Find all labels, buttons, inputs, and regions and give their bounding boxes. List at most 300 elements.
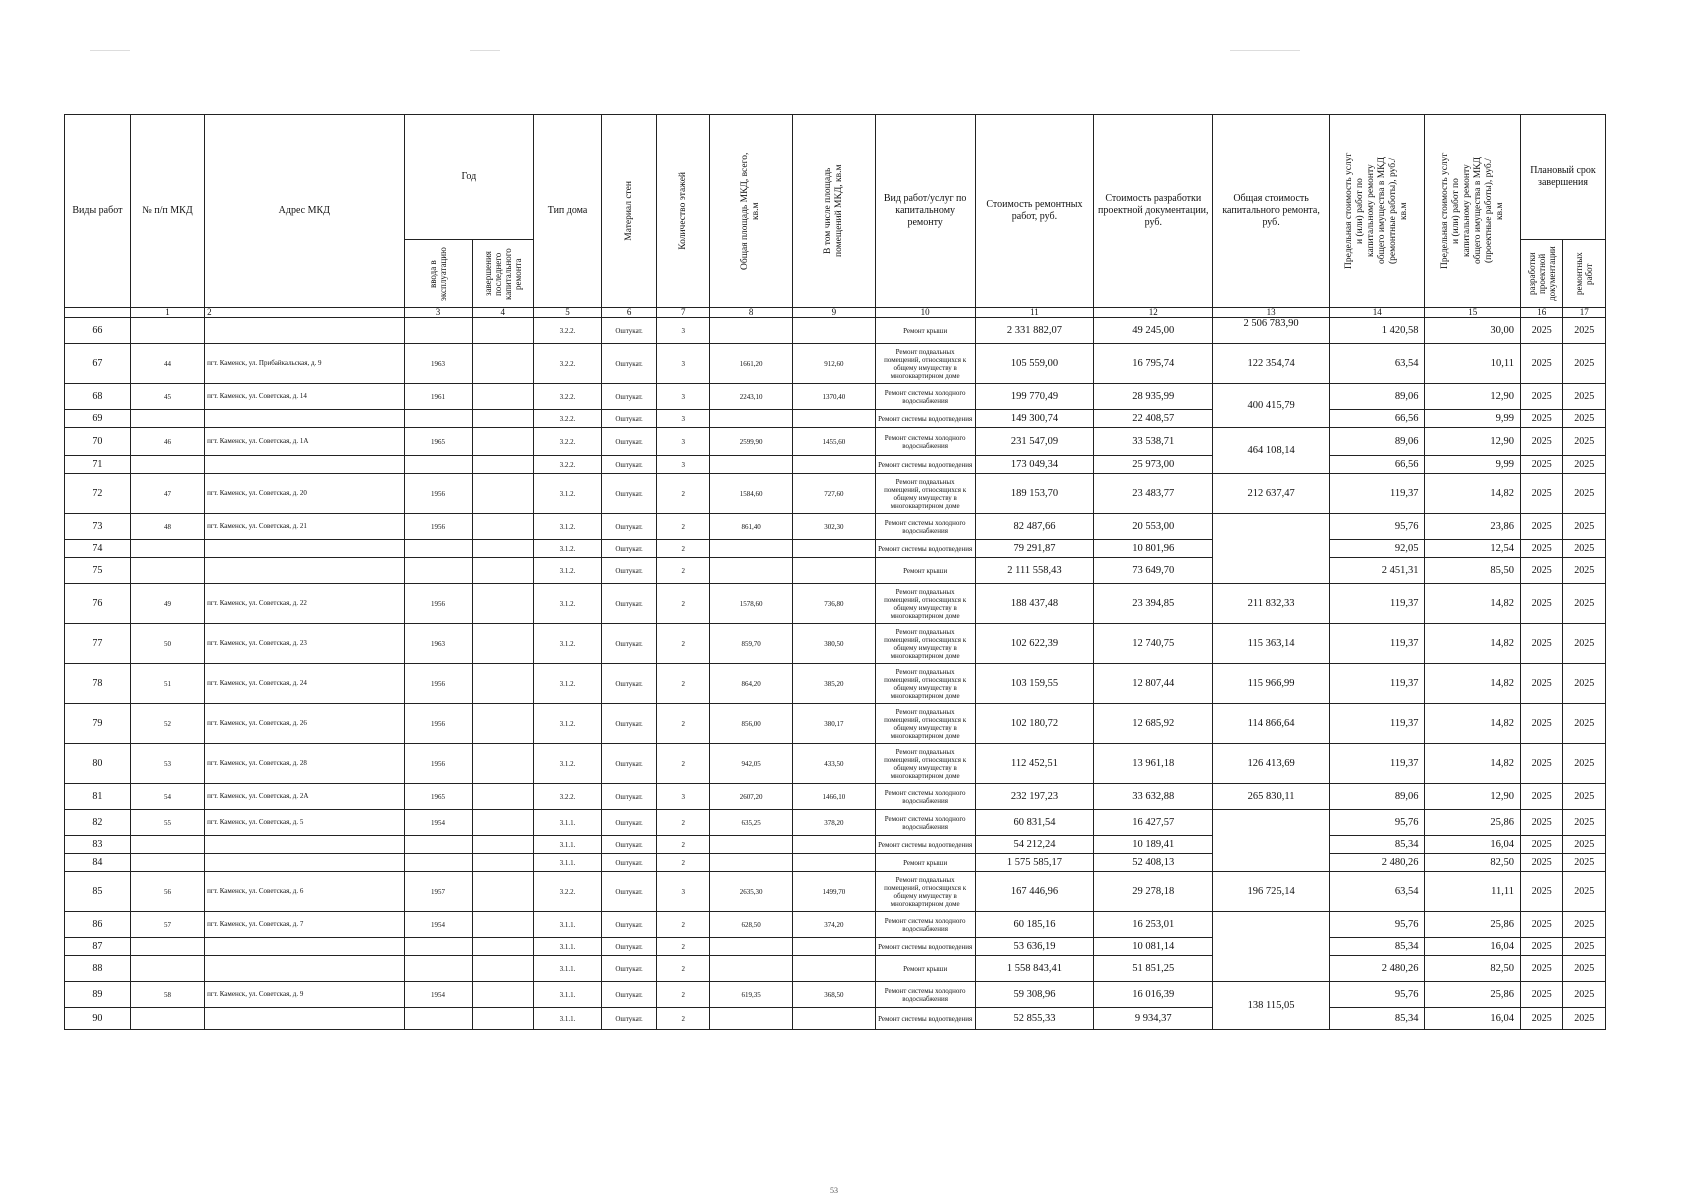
table-row [65, 744, 1606, 784]
total-area: 856,00 [710, 704, 793, 744]
repair-cost: 1 558 843,41 [975, 956, 1094, 982]
work-type: Ремонт крыши [875, 558, 975, 584]
deadline-repair: 2025 [1563, 854, 1606, 872]
premises-area [793, 854, 876, 872]
address: пгт. Каменск, ул. Советская, д. 5 [205, 810, 405, 836]
premises-area: 368,50 [793, 982, 876, 1008]
table-row [65, 912, 1606, 938]
wall-material: Оштукат. [602, 872, 657, 912]
row-index: 69 [65, 410, 131, 428]
year-last-repair [472, 384, 534, 410]
row-index: 81 [65, 784, 131, 810]
year-last-repair [472, 704, 534, 744]
premises-area: 1466,10 [793, 784, 876, 810]
deadline-repair: 2025 [1563, 872, 1606, 912]
colnum: 5 [534, 308, 602, 318]
address [205, 410, 405, 428]
house-type: 3.2.2. [534, 872, 602, 912]
header-vid-rabot: Виды работ [65, 115, 131, 308]
row-index: 88 [65, 956, 131, 982]
work-type: Ремонт крыши [875, 956, 975, 982]
year-built [404, 854, 472, 872]
mkd-number [130, 318, 204, 344]
deadline-design: 2025 [1520, 558, 1562, 584]
repair-cost: 231 547,09 [975, 428, 1094, 456]
premises-area: 380,50 [793, 624, 876, 664]
premises-area: 380,17 [793, 704, 876, 744]
deadline-design: 2025 [1520, 584, 1562, 624]
row-index: 82 [65, 810, 131, 836]
deadline-repair: 2025 [1563, 428, 1606, 456]
repair-cost: 199 770,49 [975, 384, 1094, 410]
header-adres: Адрес МКД [205, 115, 405, 308]
deadline-repair: 2025 [1563, 836, 1606, 854]
design-cost: 28 935,99 [1094, 384, 1213, 410]
address: пгт. Каменск, ул. Советская, д. 26 [205, 704, 405, 744]
design-cost: 13 961,18 [1094, 744, 1213, 784]
total-area: 2635,30 [710, 872, 793, 912]
limit-repair: 119,37 [1329, 744, 1425, 784]
work-type: Ремонт системы холодного водоснабжения [875, 428, 975, 456]
repair-cost: 188 437,48 [975, 584, 1094, 624]
limit-design: 14,82 [1425, 584, 1521, 624]
year-built: 1963 [404, 624, 472, 664]
total-area: 2607,20 [710, 784, 793, 810]
total-cost: 114 866,64 [1213, 704, 1330, 744]
wall-material: Оштукат. [602, 456, 657, 474]
year-built: 1963 [404, 344, 472, 384]
house-type: 3.2.2. [534, 456, 602, 474]
total-cost: 126 413,69 [1213, 744, 1330, 784]
premises-area [793, 1008, 876, 1030]
year-built: 1956 [404, 514, 472, 540]
total-area [710, 318, 793, 344]
floors: 2 [657, 584, 710, 624]
year-built: 1965 [404, 428, 472, 456]
total-area [710, 956, 793, 982]
wall-material: Оштукат. [602, 664, 657, 704]
total-area [710, 456, 793, 474]
total-area: 861,40 [710, 514, 793, 540]
wall-material: Оштукат. [602, 1008, 657, 1030]
total-area: 864,20 [710, 664, 793, 704]
year-built [404, 836, 472, 854]
wall-material: Оштукат. [602, 982, 657, 1008]
limit-design: 25,86 [1425, 982, 1521, 1008]
deadline-design: 2025 [1520, 318, 1562, 344]
total-area: 1584,60 [710, 474, 793, 514]
deadline-design: 2025 [1520, 344, 1562, 384]
design-cost: 10 189,41 [1094, 836, 1213, 854]
limit-repair: 2 451,31 [1329, 558, 1425, 584]
year-built [404, 410, 472, 428]
colnum: 16 [1520, 308, 1562, 318]
row-index: 71 [65, 456, 131, 474]
repair-cost: 1 575 585,17 [975, 854, 1094, 872]
wall-material: Оштукат. [602, 540, 657, 558]
limit-design: 82,50 [1425, 854, 1521, 872]
total-area: 619,35 [710, 982, 793, 1008]
house-type: 3.1.1. [534, 836, 602, 854]
mkd-number [130, 540, 204, 558]
works-table-sheet [64, 114, 1606, 1030]
floors: 2 [657, 624, 710, 664]
header-god-vvod: ввода в эксплуатацию [404, 240, 472, 308]
table-row [65, 428, 1606, 456]
limit-design: 82,50 [1425, 956, 1521, 982]
table-row [65, 584, 1606, 624]
limit-design: 25,86 [1425, 810, 1521, 836]
year-last-repair [472, 344, 534, 384]
table-row [65, 318, 1606, 344]
design-cost: 10 081,14 [1094, 938, 1213, 956]
colnum: 8 [710, 308, 793, 318]
deadline-repair: 2025 [1563, 318, 1606, 344]
floors: 2 [657, 704, 710, 744]
work-type: Ремонт системы водоотведения [875, 836, 975, 854]
repair-cost: 79 291,87 [975, 540, 1094, 558]
wall-material: Оштукат. [602, 810, 657, 836]
colnum: 12 [1094, 308, 1213, 318]
limit-design: 14,82 [1425, 624, 1521, 664]
deadline-design: 2025 [1520, 428, 1562, 456]
deadline-repair: 2025 [1563, 938, 1606, 956]
mkd-number: 53 [130, 744, 204, 784]
deadline-design: 2025 [1520, 1008, 1562, 1030]
address: пгт. Каменск, ул. Советская, д. 20 [205, 474, 405, 514]
total-area [710, 854, 793, 872]
header-god-zavershenie: завершения последнего капитального ремонта [472, 240, 534, 308]
address [205, 540, 405, 558]
row-index: 67 [65, 344, 131, 384]
wall-material: Оштукат. [602, 428, 657, 456]
table-row [65, 410, 1606, 428]
house-type: 3.1.1. [534, 982, 602, 1008]
limit-design: 14,82 [1425, 664, 1521, 704]
deadline-repair: 2025 [1563, 456, 1606, 474]
deadline-repair: 2025 [1563, 514, 1606, 540]
colnum: 14 [1329, 308, 1425, 318]
table-row [65, 872, 1606, 912]
year-built: 1957 [404, 872, 472, 912]
premises-area: 912,60 [793, 344, 876, 384]
deadline-design: 2025 [1520, 810, 1562, 836]
table-row [65, 344, 1606, 384]
design-cost: 29 278,18 [1094, 872, 1213, 912]
header-obshaya-stoimost: Общая стоимость капитального ремонта, руб. [1213, 115, 1330, 308]
row-index: 86 [65, 912, 131, 938]
repair-cost: 60 831,54 [975, 810, 1094, 836]
work-type: Ремонт системы холодного водоснабжения [875, 384, 975, 410]
total-cost: 265 830,11 [1213, 784, 1330, 810]
year-built: 1956 [404, 474, 472, 514]
colnum: 11 [975, 308, 1094, 318]
colnum: 15 [1425, 308, 1521, 318]
limit-repair: 92,05 [1329, 540, 1425, 558]
work-type: Ремонт системы холодного водоснабжения [875, 982, 975, 1008]
premises-area [793, 318, 876, 344]
year-built: 1956 [404, 584, 472, 624]
header-material: Материал стен [602, 115, 657, 308]
floors: 2 [657, 854, 710, 872]
total-cost: 196 725,14 [1213, 872, 1330, 912]
deadline-design: 2025 [1520, 624, 1562, 664]
address: пгт. Каменск, ул. Советская, д. 9 [205, 982, 405, 1008]
limit-repair: 2 480,26 [1329, 854, 1425, 872]
work-type: Ремонт системы водоотведения [875, 938, 975, 956]
header-stoimost-proekt: Стоимость разработки проектной документации, руб. [1094, 115, 1213, 308]
floors: 3 [657, 344, 710, 384]
house-type: 3.1.1. [534, 810, 602, 836]
floors: 2 [657, 982, 710, 1008]
limit-repair: 89,06 [1329, 384, 1425, 410]
house-type: 3.2.2. [534, 410, 602, 428]
year-built [404, 540, 472, 558]
year-last-repair [472, 474, 534, 514]
wall-material: Оштукат. [602, 558, 657, 584]
limit-repair: 95,76 [1329, 982, 1425, 1008]
wall-material: Оштукат. [602, 514, 657, 540]
total-area [710, 540, 793, 558]
table-row [65, 810, 1606, 836]
limit-design: 12,54 [1425, 540, 1521, 558]
mkd-number [130, 938, 204, 956]
colnum: 1 [130, 308, 204, 318]
premises-area [793, 956, 876, 982]
table-row [65, 836, 1606, 854]
limit-design: 16,04 [1425, 1008, 1521, 1030]
design-cost: 12 807,44 [1094, 664, 1213, 704]
design-cost: 23 483,77 [1094, 474, 1213, 514]
address [205, 836, 405, 854]
work-type: Ремонт крыши [875, 318, 975, 344]
limit-repair: 119,37 [1329, 474, 1425, 514]
house-type: 3.1.1. [534, 938, 602, 956]
limit-repair: 63,54 [1329, 344, 1425, 384]
floors: 3 [657, 318, 710, 344]
deadline-design: 2025 [1520, 410, 1562, 428]
floors: 2 [657, 956, 710, 982]
work-type: Ремонт крыши [875, 854, 975, 872]
deadline-repair: 2025 [1563, 912, 1606, 938]
limit-repair: 85,34 [1329, 938, 1425, 956]
header-pred-remont: Предельная стоимость услуг и (или) работ по капитальному ремонту общего имущества в МКД (ремонтные работы), руб./кв.м [1329, 115, 1425, 308]
wall-material: Оштукат. [602, 704, 657, 744]
year-last-repair [472, 1008, 534, 1030]
work-type: Ремонт подвальных помещений, относящихся к общему имуществу в многоквартирном доме [875, 624, 975, 664]
house-type: 3.1.2. [534, 558, 602, 584]
wall-material: Оштукат. [602, 318, 657, 344]
repair-cost: 54 212,24 [975, 836, 1094, 854]
header-srok-remont: ремонтных работ [1563, 240, 1606, 308]
design-cost: 10 801,96 [1094, 540, 1213, 558]
repair-cost: 167 446,96 [975, 872, 1094, 912]
wall-material: Оштукат. [602, 836, 657, 854]
limit-design: 23,86 [1425, 514, 1521, 540]
repair-cost: 103 159,55 [975, 664, 1094, 704]
wall-material: Оштукат. [602, 624, 657, 664]
total-area: 859,70 [710, 624, 793, 664]
year-built: 1954 [404, 982, 472, 1008]
premises-area: 736,80 [793, 584, 876, 624]
year-last-repair [472, 664, 534, 704]
header-stoimost-remont: Стоимость ремонтных работ, руб. [975, 115, 1094, 308]
total-cost [1213, 810, 1330, 872]
colnum: 10 [875, 308, 975, 318]
address: пгт. Каменск, ул. Советская, д. 23 [205, 624, 405, 664]
row-index: 72 [65, 474, 131, 514]
deadline-repair: 2025 [1563, 540, 1606, 558]
mkd-number: 46 [130, 428, 204, 456]
deadline-repair: 2025 [1563, 474, 1606, 514]
row-index: 74 [65, 540, 131, 558]
design-cost: 12 685,92 [1094, 704, 1213, 744]
deadline-repair: 2025 [1563, 384, 1606, 410]
year-last-repair [472, 428, 534, 456]
year-last-repair [472, 410, 534, 428]
house-type: 3.1.2. [534, 540, 602, 558]
house-type: 3.1.1. [534, 912, 602, 938]
repair-cost: 102 180,72 [975, 704, 1094, 744]
row-index: 84 [65, 854, 131, 872]
year-last-repair [472, 318, 534, 344]
design-cost: 33 538,71 [1094, 428, 1213, 456]
design-cost: 20 553,00 [1094, 514, 1213, 540]
design-cost: 52 408,13 [1094, 854, 1213, 872]
floors: 2 [657, 810, 710, 836]
limit-design: 12,90 [1425, 428, 1521, 456]
deadline-repair: 2025 [1563, 784, 1606, 810]
floors: 3 [657, 428, 710, 456]
header-etazhi: Количество этажей [657, 115, 710, 308]
table-row [65, 558, 1606, 584]
mkd-number: 54 [130, 784, 204, 810]
limit-repair: 1 420,58 [1329, 318, 1425, 344]
deadline-design: 2025 [1520, 540, 1562, 558]
floors: 3 [657, 784, 710, 810]
deadline-design: 2025 [1520, 982, 1562, 1008]
limit-design: 10,11 [1425, 344, 1521, 384]
work-type: Ремонт подвальных помещений, относящихся к общему имуществу в многоквартирном доме [875, 584, 975, 624]
table-row [65, 456, 1606, 474]
wall-material: Оштукат. [602, 584, 657, 624]
house-type: 3.1.2. [534, 584, 602, 624]
limit-design: 30,00 [1425, 318, 1521, 344]
total-cost [1213, 514, 1330, 584]
deadline-design: 2025 [1520, 854, 1562, 872]
floors: 3 [657, 384, 710, 410]
limit-repair: 119,37 [1329, 704, 1425, 744]
deadline-repair: 2025 [1563, 704, 1606, 744]
header-srok-proekt: разработки проектной документации [1520, 240, 1562, 308]
wall-material: Оштукат. [602, 384, 657, 410]
year-built: 1956 [404, 664, 472, 704]
mkd-number [130, 410, 204, 428]
repair-cost: 2 111 558,43 [975, 558, 1094, 584]
year-built: 1961 [404, 384, 472, 410]
design-cost: 23 394,85 [1094, 584, 1213, 624]
limit-repair: 85,34 [1329, 1008, 1425, 1030]
colnum: 9 [793, 308, 876, 318]
colnum: 4 [472, 308, 534, 318]
year-last-repair [472, 584, 534, 624]
work-type: Ремонт подвальных помещений, относящихся к общему имуществу в многоквартирном доме [875, 474, 975, 514]
header-ploshad-vsego: Общая площадь МКД, всего, кв.м [710, 115, 793, 308]
floors: 3 [657, 410, 710, 428]
design-cost: 16 016,39 [1094, 982, 1213, 1008]
row-index: 80 [65, 744, 131, 784]
work-type: Ремонт системы холодного водоснабжения [875, 514, 975, 540]
limit-design: 12,90 [1425, 784, 1521, 810]
wall-material: Оштукат. [602, 956, 657, 982]
row-index: 70 [65, 428, 131, 456]
total-cost: 115 363,14 [1213, 624, 1330, 664]
year-last-repair [472, 872, 534, 912]
design-cost: 49 245,00 [1094, 318, 1213, 344]
mkd-number: 51 [130, 664, 204, 704]
limit-repair: 95,76 [1329, 912, 1425, 938]
house-type: 3.2.2. [534, 784, 602, 810]
total-area [710, 836, 793, 854]
wall-material: Оштукат. [602, 912, 657, 938]
deadline-repair: 2025 [1563, 982, 1606, 1008]
address [205, 938, 405, 956]
row-index: 87 [65, 938, 131, 956]
deadline-repair: 2025 [1563, 810, 1606, 836]
mkd-number: 52 [130, 704, 204, 744]
limit-design: 85,50 [1425, 558, 1521, 584]
total-area [710, 1008, 793, 1030]
limit-repair: 66,56 [1329, 410, 1425, 428]
header-pred-proekt: Предельная стоимость услуг и (или) работ по капитальному ремонту общего имущества в МКД (проектные работы), руб./кв.м [1425, 115, 1521, 308]
design-cost: 16 427,57 [1094, 810, 1213, 836]
table-row [65, 514, 1606, 540]
total-area: 1578,60 [710, 584, 793, 624]
table-row [65, 854, 1606, 872]
year-last-repair [472, 836, 534, 854]
table-row [65, 1008, 1606, 1030]
design-cost: 33 632,88 [1094, 784, 1213, 810]
design-cost: 16 795,74 [1094, 344, 1213, 384]
deadline-design: 2025 [1520, 384, 1562, 410]
year-last-repair [472, 624, 534, 664]
address [205, 854, 405, 872]
colnum: 2 [205, 308, 405, 318]
colnum: 13 [1213, 308, 1330, 318]
floors: 2 [657, 912, 710, 938]
address: пгт. Каменск, ул. Советская, д. 1А [205, 428, 405, 456]
house-type: 3.1.2. [534, 664, 602, 704]
address [205, 1008, 405, 1030]
mkd-number: 55 [130, 810, 204, 836]
colnum: 3 [404, 308, 472, 318]
repair-cost: 52 855,33 [975, 1008, 1094, 1030]
design-cost: 12 740,75 [1094, 624, 1213, 664]
limit-repair: 119,37 [1329, 624, 1425, 664]
premises-area [793, 836, 876, 854]
house-type: 3.1.1. [534, 854, 602, 872]
wall-material: Оштукат. [602, 938, 657, 956]
capital-repair-table [64, 114, 1606, 1030]
mkd-number [130, 456, 204, 474]
mkd-number [130, 836, 204, 854]
premises-area [793, 456, 876, 474]
deadline-design: 2025 [1520, 956, 1562, 982]
colnum: 7 [657, 308, 710, 318]
house-type: 3.2.2. [534, 318, 602, 344]
limit-repair: 119,37 [1329, 664, 1425, 704]
table-row [65, 956, 1606, 982]
